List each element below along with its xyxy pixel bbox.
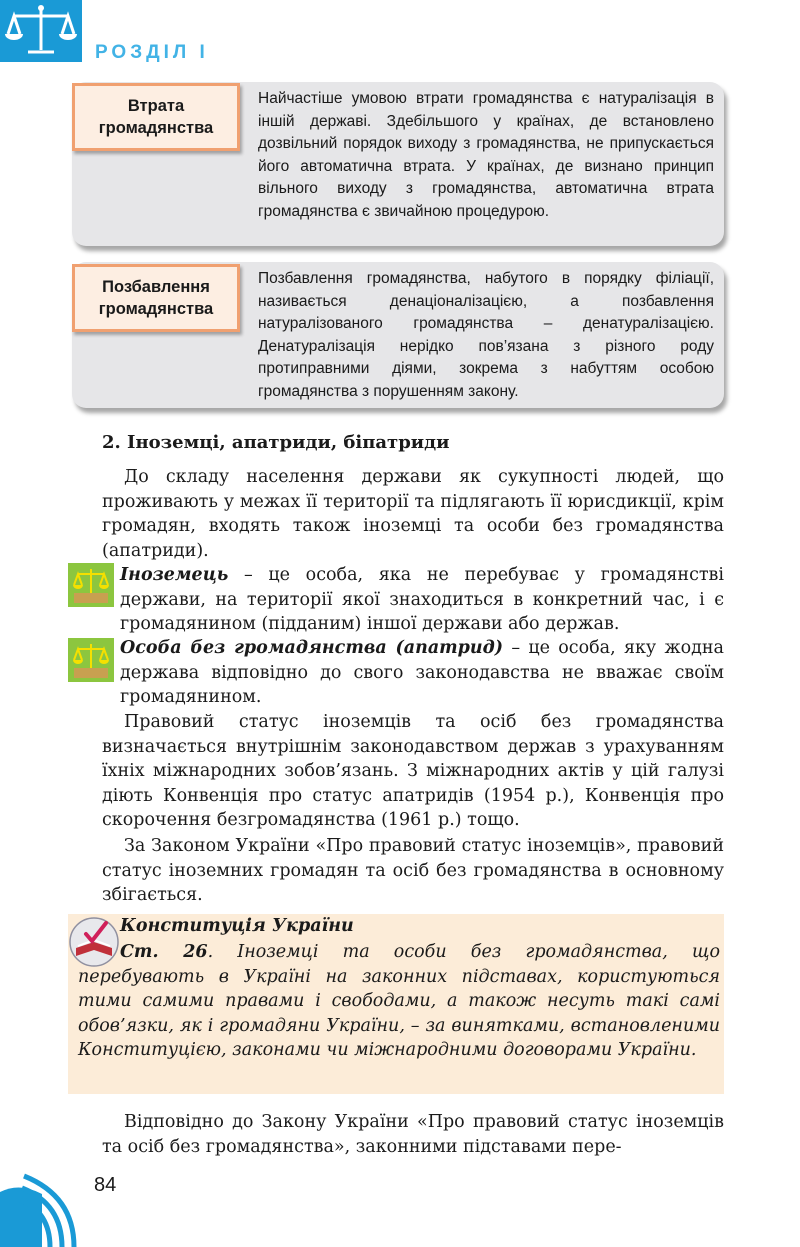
paragraph: До складу населення держави як сукупності людей, що проживають у межах її території та підлягають її юрисдикції, крім громадян, входять також іноземці та особи без громадянства (апатриди). [102,467,724,561]
constitution-title: Конституція України [120,916,354,936]
definition-term: Позбавлення громадянства [72,264,240,332]
scales-icon [0,0,82,62]
definition-term: Втрата громадянства [72,83,240,151]
section-heading: 2. Іноземці, апатриди, біпатриди [102,432,450,453]
paragraph: За Законом України «Про правовий статус іноземців», правовий статус іноземних громадян та осіб без громадянства в основному збігається. [102,836,724,905]
constitution-article-text: . Іноземці та особи без громадянства, що перебувають в Україні на законних підставах, користуються тими самими правами і свободами, а також несуть такі самі обов’язки, як і громадяни України, – за винятками, встановленими Конституцією, законами чи міжнародними договорами України. [78,942,721,1060]
term-foreigner-text: – це особа, яка не перебуває у громадянстві держави, на території якої знаходиться в конкретний час, і є громадянином (підданим) іншої держави або держав. [120,565,724,634]
page-corner-icon [0,1162,90,1247]
paragraph: Відповідно до Закону України «Про правовий статус іноземців та осіб без громадянства», законними підставами пере- [102,1112,724,1157]
page-number: 84 [94,1174,117,1196]
definition-text: Найчастіше умовою втрати громадянства є натуралізація в іншій державі. Здебільшого у країнах, де встановлено дозвільний порядок виходу з громадянства, не припускається його автоматична втрата. У країнах, де визнано принцип вільного виходу з громадянства, автоматична втрата громадянства є звичайною процедурою. [258,90,714,220]
constitution-article: Ст. 26 [120,942,208,962]
term-foreigner: Іноземець [120,565,229,585]
paragraph: Правовий статус іноземців та осіб без громадянства визначається внутрішнім законодавством держав з урахуванням їхніх міжнародних зобов’язань. З міжнародних актів у цій галузі діють Конвенція про статус апатридів (1954 р.), Конвенція про скорочення безгромадянства (1961 р.) тощо. [102,712,724,830]
definition-scales-icon [68,638,114,682]
constitution-text [78,940,720,1063]
term-stateless: Особа без громадянства (апатрид) [120,638,504,658]
definition-stateless [120,636,724,710]
section-logo [0,0,82,62]
definition-scales-icon [68,563,114,607]
section-title: РОЗДІЛ І [95,42,209,63]
definition-foreigner [120,563,724,637]
definition-text: Позбавлення громадянства, набутого в порядку філіації, називається денаціоналізацією, а позбавлення натуралізованого громадянства – денатуралізацією. Денатуралізація нерідко пов’язана з різного роду протиправними діями, зокрема з набуттям особою громадянства з порушенням закону. [258,270,714,400]
term-stateless-text: – це особа, яку жодна держава відповідно до свого законодавства не вважає своїм громадянином. [120,638,724,707]
